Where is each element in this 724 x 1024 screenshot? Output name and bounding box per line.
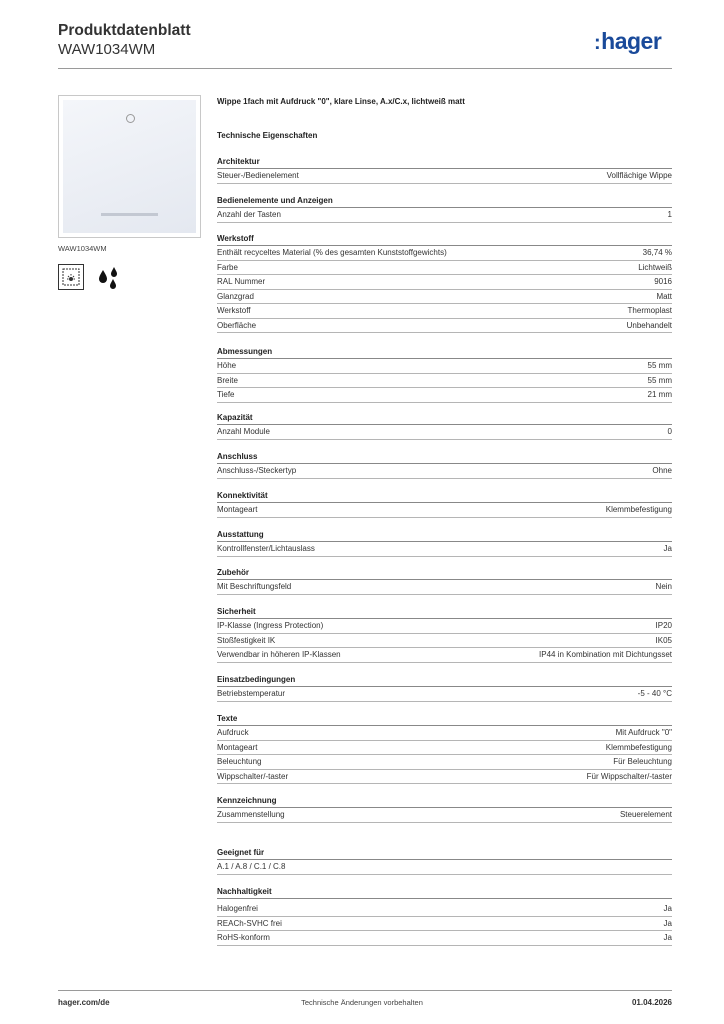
spec-label: Werkstoff <box>217 306 251 315</box>
spec-row <box>217 931 672 946</box>
spec-section <box>217 713 672 784</box>
spec-row <box>217 902 672 917</box>
rocker-face <box>63 100 196 233</box>
spec-value: Ohne <box>652 466 672 475</box>
spec-label: Höhe <box>217 361 237 370</box>
spec-row <box>217 770 672 785</box>
spec-section <box>217 847 672 875</box>
spec-row <box>217 374 672 389</box>
section-title: Zubehör <box>217 567 672 580</box>
spec-value: Klemmbefestigung <box>605 505 672 514</box>
spec-label: Montageart <box>217 505 258 514</box>
spec-section <box>217 606 672 663</box>
spec-value: 9016 <box>654 277 672 286</box>
spec-section <box>217 233 672 333</box>
spec-label: Mit Beschriftungsfeld <box>217 582 292 591</box>
section-title: Sicherheit <box>217 606 672 619</box>
spec-label: Aufdruck <box>217 728 249 737</box>
spec-value: Für Wippschalter/-taster <box>586 771 672 781</box>
spec-row <box>217 542 672 557</box>
spec-value: Mit Aufdruck "0" <box>615 728 672 737</box>
spec-value: IP44 in Kombination mit Dichtungsset <box>539 650 672 659</box>
spec-section <box>217 195 672 223</box>
footer-disclaimer: Technische Änderungen vorbehalten <box>301 998 423 1007</box>
spec-value: -5 - 40 °C <box>637 689 672 698</box>
section-title: Geeignet für <box>217 847 672 860</box>
spec-label: Zusammenstellung <box>217 810 285 819</box>
hager-logo <box>594 26 661 58</box>
section-title: Kennzeichnung <box>217 795 672 808</box>
light-sensor-icon <box>58 264 84 290</box>
spec-row <box>217 359 672 374</box>
page-title: Produktdatenblatt <box>58 22 191 39</box>
section-title: Anschluss <box>217 451 672 464</box>
spec-row <box>217 726 672 741</box>
spec-value: Nein <box>655 582 672 591</box>
spec-row <box>217 580 672 595</box>
rocker-bar <box>101 213 158 216</box>
spec-section <box>217 795 672 823</box>
spec-value: Ja <box>663 904 672 913</box>
spec-row <box>217 246 672 261</box>
spec-label: Tiefe <box>217 390 235 399</box>
spec-label: Stoßfestigkeit IK <box>217 635 276 645</box>
spec-value: IK05 <box>655 635 672 645</box>
spec-label: Oberfläche <box>217 320 257 330</box>
spec-value: Matt <box>656 291 672 301</box>
section-title: Bedienelemente und Anzeigen <box>217 195 672 208</box>
spec-label: Montageart <box>217 742 258 752</box>
spec-label: Anzahl Module <box>217 427 270 436</box>
spec-row <box>217 648 672 663</box>
spec-row <box>217 388 672 403</box>
spec-label: RoHS-konform <box>217 933 270 942</box>
spec-row <box>217 634 672 649</box>
footer-date: 01.04.2026 <box>631 998 672 1007</box>
spec-label: Steuer-/Bedienelement <box>217 171 299 180</box>
spec-label: A.1 / A.8 / C.1 / C.8 <box>217 862 286 871</box>
spec-label: REACh-SVHC frei <box>217 918 282 928</box>
spec-label: Glanzgrad <box>217 291 254 301</box>
spec-label: Breite <box>217 375 238 385</box>
spec-label: Farbe <box>217 262 238 272</box>
section-title: Architektur <box>217 156 672 169</box>
spec-value: Klemmbefestigung <box>605 742 672 752</box>
spec-value: Steuerelement <box>619 810 672 819</box>
spec-value: Ja <box>663 918 672 928</box>
section-title: Konnektivität <box>217 490 672 503</box>
section-title: Werkstoff <box>217 233 672 246</box>
spec-section <box>217 567 672 595</box>
footer-website: hager.com/de <box>58 998 110 1007</box>
moisture-drops-icon <box>96 264 122 290</box>
document-header <box>58 22 191 59</box>
spec-value: Ja <box>663 544 672 553</box>
spec-label: Anschluss-/Steckertyp <box>217 466 297 475</box>
spec-row <box>217 208 672 223</box>
spec-row <box>217 619 672 634</box>
spec-value: Thermoplast <box>627 306 672 315</box>
spec-value: Ja <box>663 933 672 942</box>
technical-properties-heading: Technische Eigenschaften <box>217 131 318 140</box>
spec-label: Betriebstemperatur <box>217 689 286 698</box>
section-title: Abmessungen <box>217 346 672 359</box>
spec-row <box>217 755 672 770</box>
spec-row <box>217 917 672 932</box>
section-title: Kapazität <box>217 412 672 425</box>
spec-value: Lichtweiß <box>638 262 672 272</box>
spec-value: 36,74 % <box>642 248 672 257</box>
spec-value: 0 <box>667 427 672 436</box>
section-title: Ausstattung <box>217 529 672 542</box>
section-title: Texte <box>217 713 672 726</box>
logo-mark: : <box>594 32 601 54</box>
product-description: Wippe 1fach mit Aufdruck "0", klare Linse, A.x/C.x, lichtweiß matt <box>217 97 465 106</box>
spec-row <box>217 290 672 305</box>
spec-value: Für Beleuchtung <box>613 757 672 766</box>
spec-row <box>217 261 672 276</box>
spec-value: 55 mm <box>647 375 672 385</box>
spec-label: Wippschalter/-taster <box>217 771 289 781</box>
spec-section <box>217 674 672 702</box>
image-caption: WAW1034WM <box>58 244 107 253</box>
spec-section <box>217 156 672 184</box>
spec-value: 1 <box>667 210 672 219</box>
spec-value: Unbehandelt <box>626 320 672 330</box>
lens-icon <box>126 114 135 123</box>
spec-value: 55 mm <box>647 361 672 370</box>
spec-row <box>217 169 672 184</box>
footer-divider <box>58 990 672 991</box>
spec-row <box>217 860 672 875</box>
spec-label: Verwendbar in höheren IP-Klassen <box>217 650 341 659</box>
spec-label: Kontrollfenster/Lichtauslass <box>217 544 315 553</box>
logo-text: hager <box>601 28 662 54</box>
spec-label: RAL Nummer <box>217 277 266 286</box>
header-divider <box>58 68 672 69</box>
product-image <box>58 95 201 238</box>
spec-value: Vollflächige Wippe <box>606 171 672 180</box>
spec-value: 21 mm <box>647 390 672 399</box>
section-title: Nachhaltigkeit <box>217 886 672 899</box>
spec-row <box>217 275 672 290</box>
spec-value: IP20 <box>655 621 672 630</box>
spec-row <box>217 425 672 440</box>
spec-row <box>217 319 672 334</box>
spec-section <box>217 451 672 479</box>
spec-row <box>217 741 672 756</box>
spec-row <box>217 503 672 518</box>
spec-section <box>217 529 672 557</box>
spec-row <box>217 464 672 479</box>
spec-section <box>217 490 672 518</box>
spec-label: Beleuchtung <box>217 757 262 766</box>
spec-section <box>217 412 672 440</box>
spec-label: Anzahl der Tasten <box>217 210 281 219</box>
spec-row <box>217 304 672 319</box>
spec-label: IP-Klasse (Ingress Protection) <box>217 621 324 630</box>
spec-section <box>217 346 672 403</box>
spec-label: Enthält recyceltes Material (% des gesamten Kunststoffgewichts) <box>217 248 447 257</box>
product-number: WAW1034WM <box>58 41 156 58</box>
section-title: Einsatzbedingungen <box>217 674 672 687</box>
spec-row <box>217 687 672 702</box>
spec-label: Halogenfrei <box>217 904 258 913</box>
spec-row <box>217 808 672 823</box>
spec-section <box>217 886 672 946</box>
